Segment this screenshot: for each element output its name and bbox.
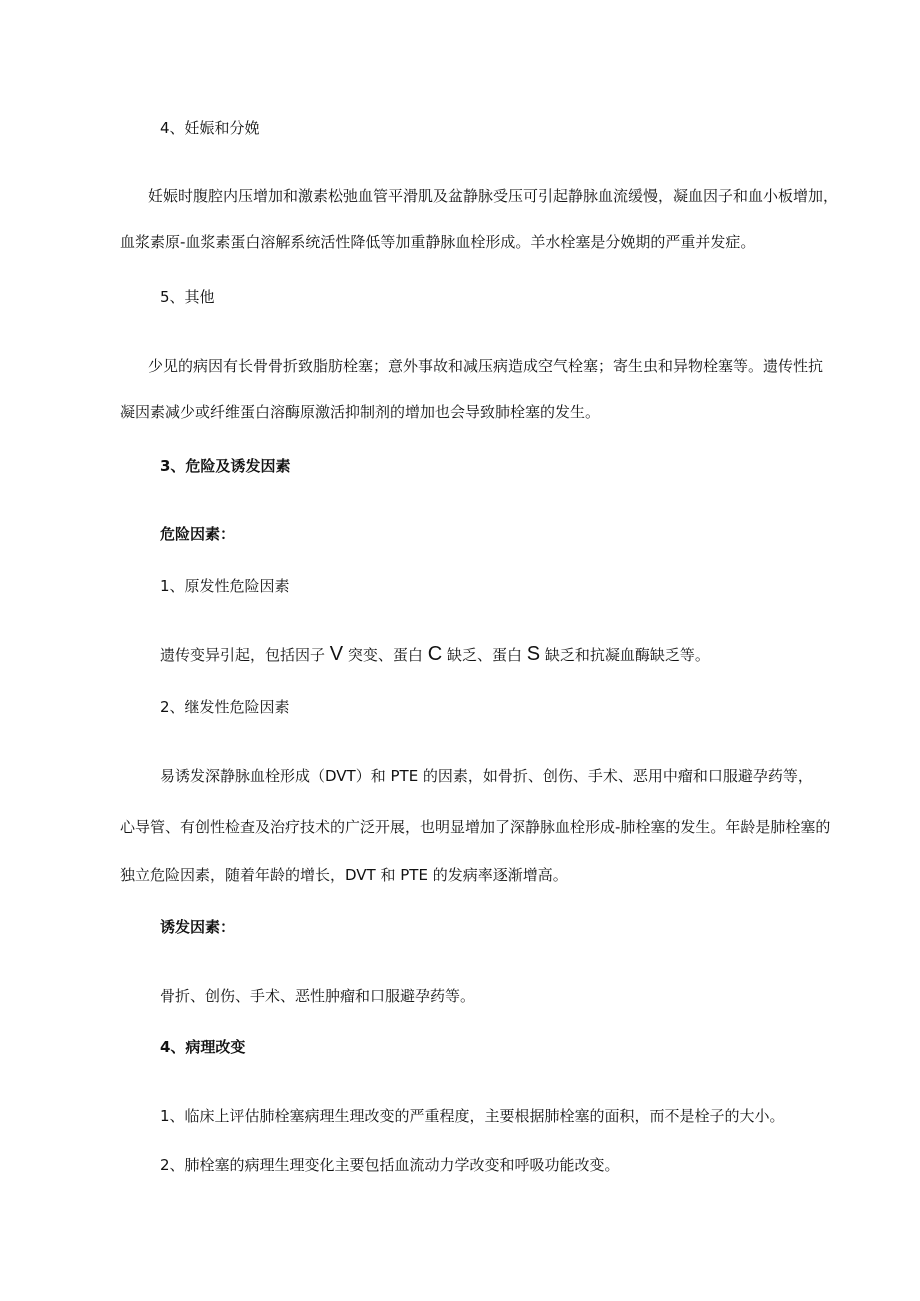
paragraph-primary-risk bbox=[160, 644, 710, 665]
paragraph-line: 易诱发深静脉血栓形成（DVT）和 PTE 的因素，如骨折、创伤、手术、恶用中瘤和口服避孕药等， bbox=[160, 767, 813, 785]
paragraph-line: 凝因素减少或纤维蛋白溶酶原激活抑制剂的增加也会导致肺栓塞的发生。 bbox=[120, 403, 601, 421]
subheading-risk-factors: 危险因素： bbox=[160, 525, 236, 543]
section-heading-other: 5、其他 bbox=[160, 288, 215, 306]
text-run: 突变、蛋白 bbox=[347, 646, 423, 664]
paragraph-line: 心导管、有创性检查及治疗技术的广泛开展，也明显增加了深静脉血栓形成-肺栓塞的发生。年龄是肺栓塞的 bbox=[120, 818, 831, 836]
heading-primary-risk: 1、原发性危险因素 bbox=[160, 577, 290, 595]
section-heading-risk: 3、危险及诱发因素 bbox=[160, 457, 291, 475]
paragraph-line: 独立危险因素，随着年龄的增长，DVT 和 PTE 的发病率逐渐增高。 bbox=[120, 866, 568, 884]
subheading-trigger-factors: 诱发因素： bbox=[160, 918, 236, 936]
heading-secondary-risk: 2、继发性危险因素 bbox=[160, 698, 290, 716]
section-heading-pathology: 4、病理改变 bbox=[160, 1038, 246, 1056]
paragraph-line: 少见的病因有长骨骨折致脂肪栓塞；意外事故和减压病造成空气栓塞；寄生虫和异物栓塞等。遗传性抗 bbox=[148, 357, 824, 375]
text-run: 遗传变异引起，包括因子 bbox=[160, 646, 326, 664]
paragraph-line: 妊娠时腹腔内压增加和激素松弛血管平滑肌及盆静脉受压可引起静脉血流缓慢，凝血因子和血小板增加， bbox=[148, 187, 839, 205]
text-run: S bbox=[526, 643, 541, 665]
section-heading-pregnancy: 4、妊娠和分娩 bbox=[160, 119, 260, 137]
paragraph-pathology-1: 1、临床上评估肺栓塞病理生理改变的严重程度，主要根据肺栓塞的面积，而不是栓子的大小。 bbox=[160, 1107, 785, 1125]
text-run: 缺乏、蛋白 bbox=[446, 646, 522, 664]
paragraph-line: 血浆素原-血浆素蛋白溶解系统活性降低等加重静脉血栓形成。羊水栓塞是分娩期的严重并发症。 bbox=[120, 233, 756, 251]
paragraph-pathology-2: 2、肺栓塞的病理生理变化主要包括血流动力学改变和呼吸功能改变。 bbox=[160, 1156, 620, 1174]
text-run: 缺乏和抗凝血酶缺乏等。 bbox=[544, 646, 710, 664]
text-run: V bbox=[329, 643, 344, 665]
paragraph-trigger-factors: 骨折、创伤、手术、恶性肿瘤和口服避孕药等。 bbox=[160, 987, 476, 1005]
text-run: C bbox=[427, 643, 443, 665]
